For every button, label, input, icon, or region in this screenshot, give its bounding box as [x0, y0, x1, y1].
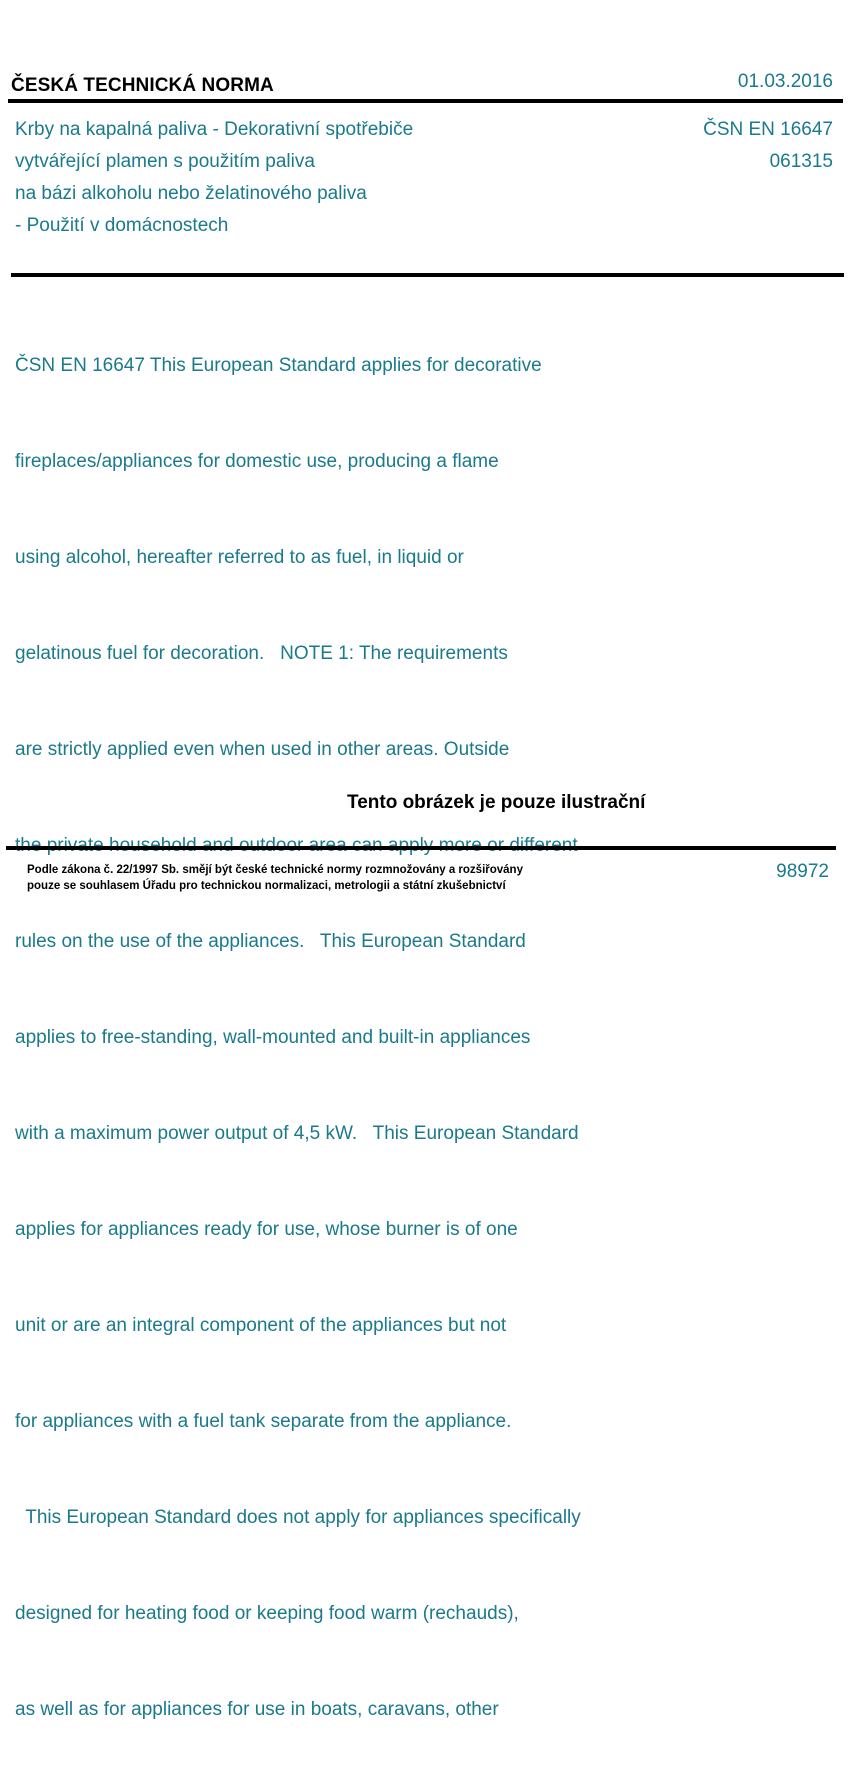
copyright-line: pouze se souhlasem Úřadu pro technickou normalizaci, metrologii a státní zkušebnictví	[27, 880, 506, 892]
abstract-line: with a maximum power output of 4,5 kW. This European Standard	[15, 1123, 579, 1144]
abstract-line: This European Standard does not apply for appliances specifically	[15, 1507, 581, 1528]
abstract-line: gelatinous fuel for decoration. NOTE 1: The requirements	[15, 643, 508, 664]
illustration-notice: Tento obrázek je pouze ilustrační	[347, 792, 646, 813]
subject-line: vytvářející plamen s použitím paliva	[15, 151, 315, 172]
subject-line: - Použití v domácnostech	[15, 215, 229, 236]
abstract-line: unit or are an integral component of the appliances but not	[15, 1315, 507, 1336]
abstract-line: are strictly applied even when used in other areas. Outside	[15, 739, 510, 760]
publication-date: 01.03.2016	[737, 71, 833, 92]
abstract-line: rules on the use of the appliances. This European Standard	[15, 931, 526, 952]
standard-subject	[15, 114, 535, 242]
abstract-line: designed for heating food or keeping food warm (rechauds),	[15, 1603, 519, 1624]
abstract-line: using alcohol, hereafter referred to as fuel, in liquid or	[15, 547, 464, 568]
copyright-notice	[27, 862, 523, 894]
standard-code: ČSN EN 16647	[703, 119, 833, 140]
abstract-line: as well as for appliances for use in boats, caravans, other	[15, 1699, 499, 1720]
subject-line: Krby na kapalná paliva - Dekorativní spotřebiče	[15, 119, 414, 140]
abstract-text	[15, 286, 715, 1790]
class-number: 061315	[769, 151, 833, 172]
standard-identifiers	[703, 114, 833, 178]
abstract-line: applies for appliances ready for use, whose burner is of one	[15, 1219, 518, 1240]
abstract-line: for appliances with a fuel tank separate from the appliance.	[15, 1411, 512, 1432]
abstract-line: ČSN EN 16647 This European Standard applies for decorative	[15, 355, 542, 376]
header-divider	[8, 99, 843, 103]
document-type-title: ČESKÁ TECHNICKÁ NORMA	[11, 75, 274, 96]
abstract-line: applies to free-standing, wall-mounted and built-in appliances	[15, 1027, 531, 1048]
subject-divider	[11, 273, 844, 277]
abstract-line: fireplaces/appliances for domestic use, producing a flame	[15, 451, 499, 472]
footer-divider	[6, 846, 836, 850]
document-number: 98972	[776, 861, 829, 882]
subject-line: na bázi alkoholu nebo želatinového paliva	[15, 183, 367, 204]
copyright-line: Podle zákona č. 22/1997 Sb. smějí být české technické normy rozmnožovány a rozšiřovány	[27, 864, 523, 876]
